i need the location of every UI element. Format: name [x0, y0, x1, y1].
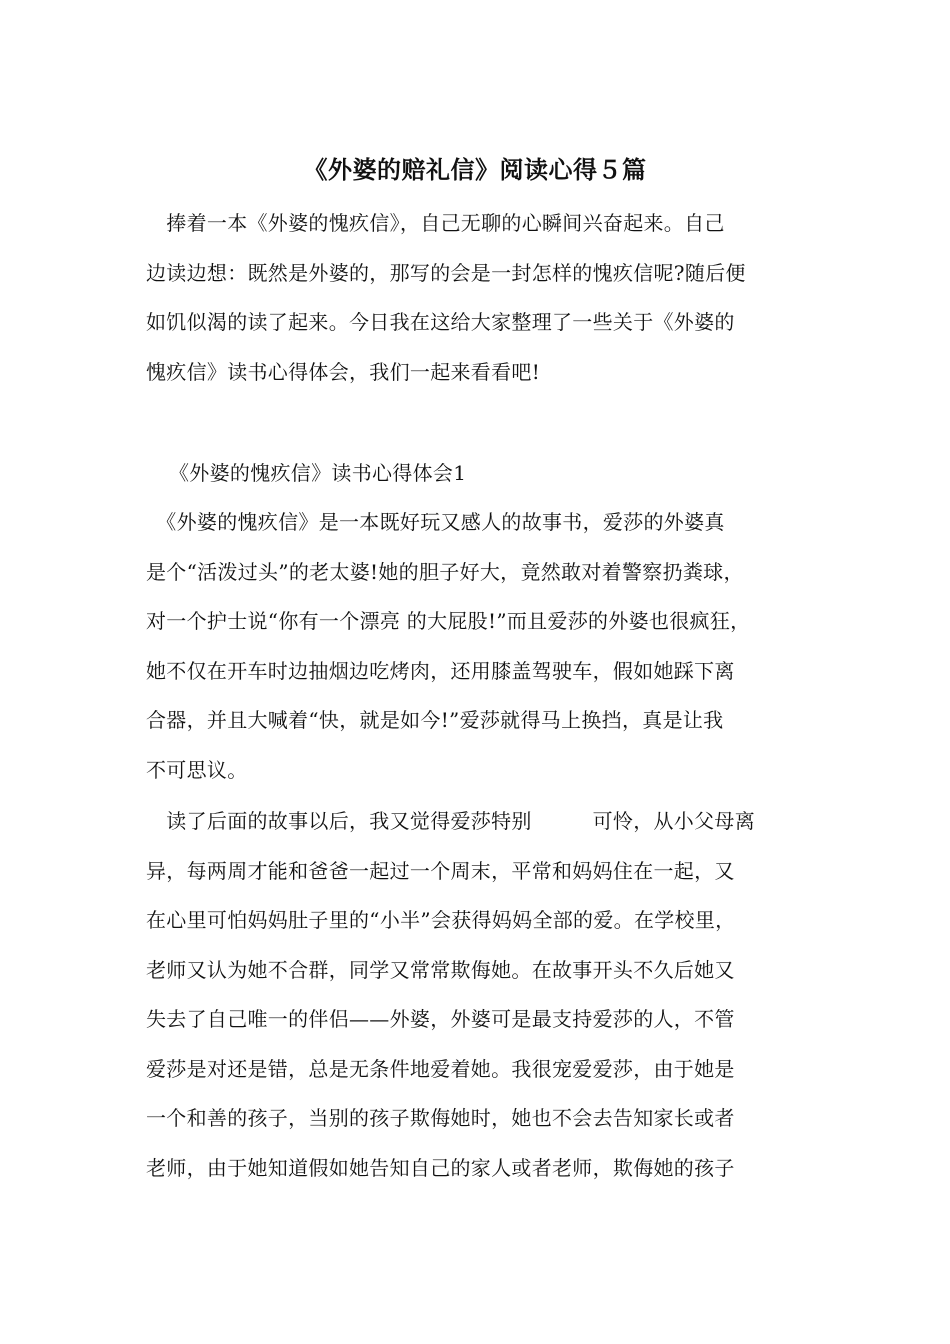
- paragraph-line: 《外婆的愧疚信》是一本既好玩又感人的故事书，爱莎的外婆真: [146, 510, 725, 534]
- paragraph-line: 老师，由于她知道假如她告知自己的家人或者老师，欺侮她的孩子: [146, 1155, 735, 1180]
- paragraph-line: 读了后面的故事以后，我又觉得爱莎特别 可怜，从小父母离: [146, 809, 755, 833]
- intro-paragraph: [146, 199, 826, 397]
- paragraph-line: 失去了自己唯一的伴侣——外婆，外婆可是最支持爱莎的人，不管: [146, 1007, 735, 1031]
- intro-line: 愧疚信》读书心得体会，我们一起来看看吧!: [146, 359, 541, 384]
- paragraph-line: 异，每两周才能和爸爸一起过一个周末，平常和妈妈住在一起，又: [146, 858, 735, 883]
- intro-line: 边读边想：既然是外婆的，那写的会是一封怎样的愧疚信呢?随后便: [146, 260, 746, 285]
- paragraph-line: 一个和善的孩子，当别的孩子欺侮她时，她也不会去告知家长或者: [146, 1106, 735, 1130]
- paragraph-2: [146, 797, 826, 1193]
- paragraph-line: 老师又认为她不合群，同学又常常欺侮她。在故事开头不久后她又: [146, 957, 735, 982]
- document-title: 《外婆的赔礼信》阅读心得５篇: [303, 156, 647, 184]
- paragraph-line: 是个“活泼过头”的老太婆!她的胆子好大，竟然敢对着警察扔粪球，: [146, 559, 744, 584]
- intro-line: 如饥似渴的读了起来。今日我在这给大家整理了一些关于《外婆的: [146, 310, 735, 334]
- paragraph-1: [146, 498, 826, 795]
- intro-line: 捧着一本《外婆的愧疚信》，自己无聊的心瞬间兴奋起来。自己: [146, 211, 725, 235]
- paragraph-line: 她不仅在开车时边抽烟边吃烤肉，还用膝盖驾驶车，假如她踩下离: [146, 658, 735, 683]
- paragraph-line: 不可思议。: [146, 757, 248, 782]
- paragraph-line: 合器，并且大喊着“快，就是如今!”爱莎就得马上换挡，真是让我: [146, 708, 724, 732]
- section-heading: 《外婆的愧疚信》读书心得体会1: [169, 461, 467, 485]
- paragraph-line: 对一个护士说“你有一个漂亮 的大屁股!”而且爱莎的外婆也很疯狂，: [146, 609, 751, 633]
- paragraph-line: 在心里可怕妈妈肚子里的“小半”会获得妈妈全部的爱。在学校里，: [146, 908, 736, 932]
- paragraph-line: 爱莎是对还是错，总是无条件地爱着她。我很宠爱爱莎，由于她是: [146, 1056, 735, 1081]
